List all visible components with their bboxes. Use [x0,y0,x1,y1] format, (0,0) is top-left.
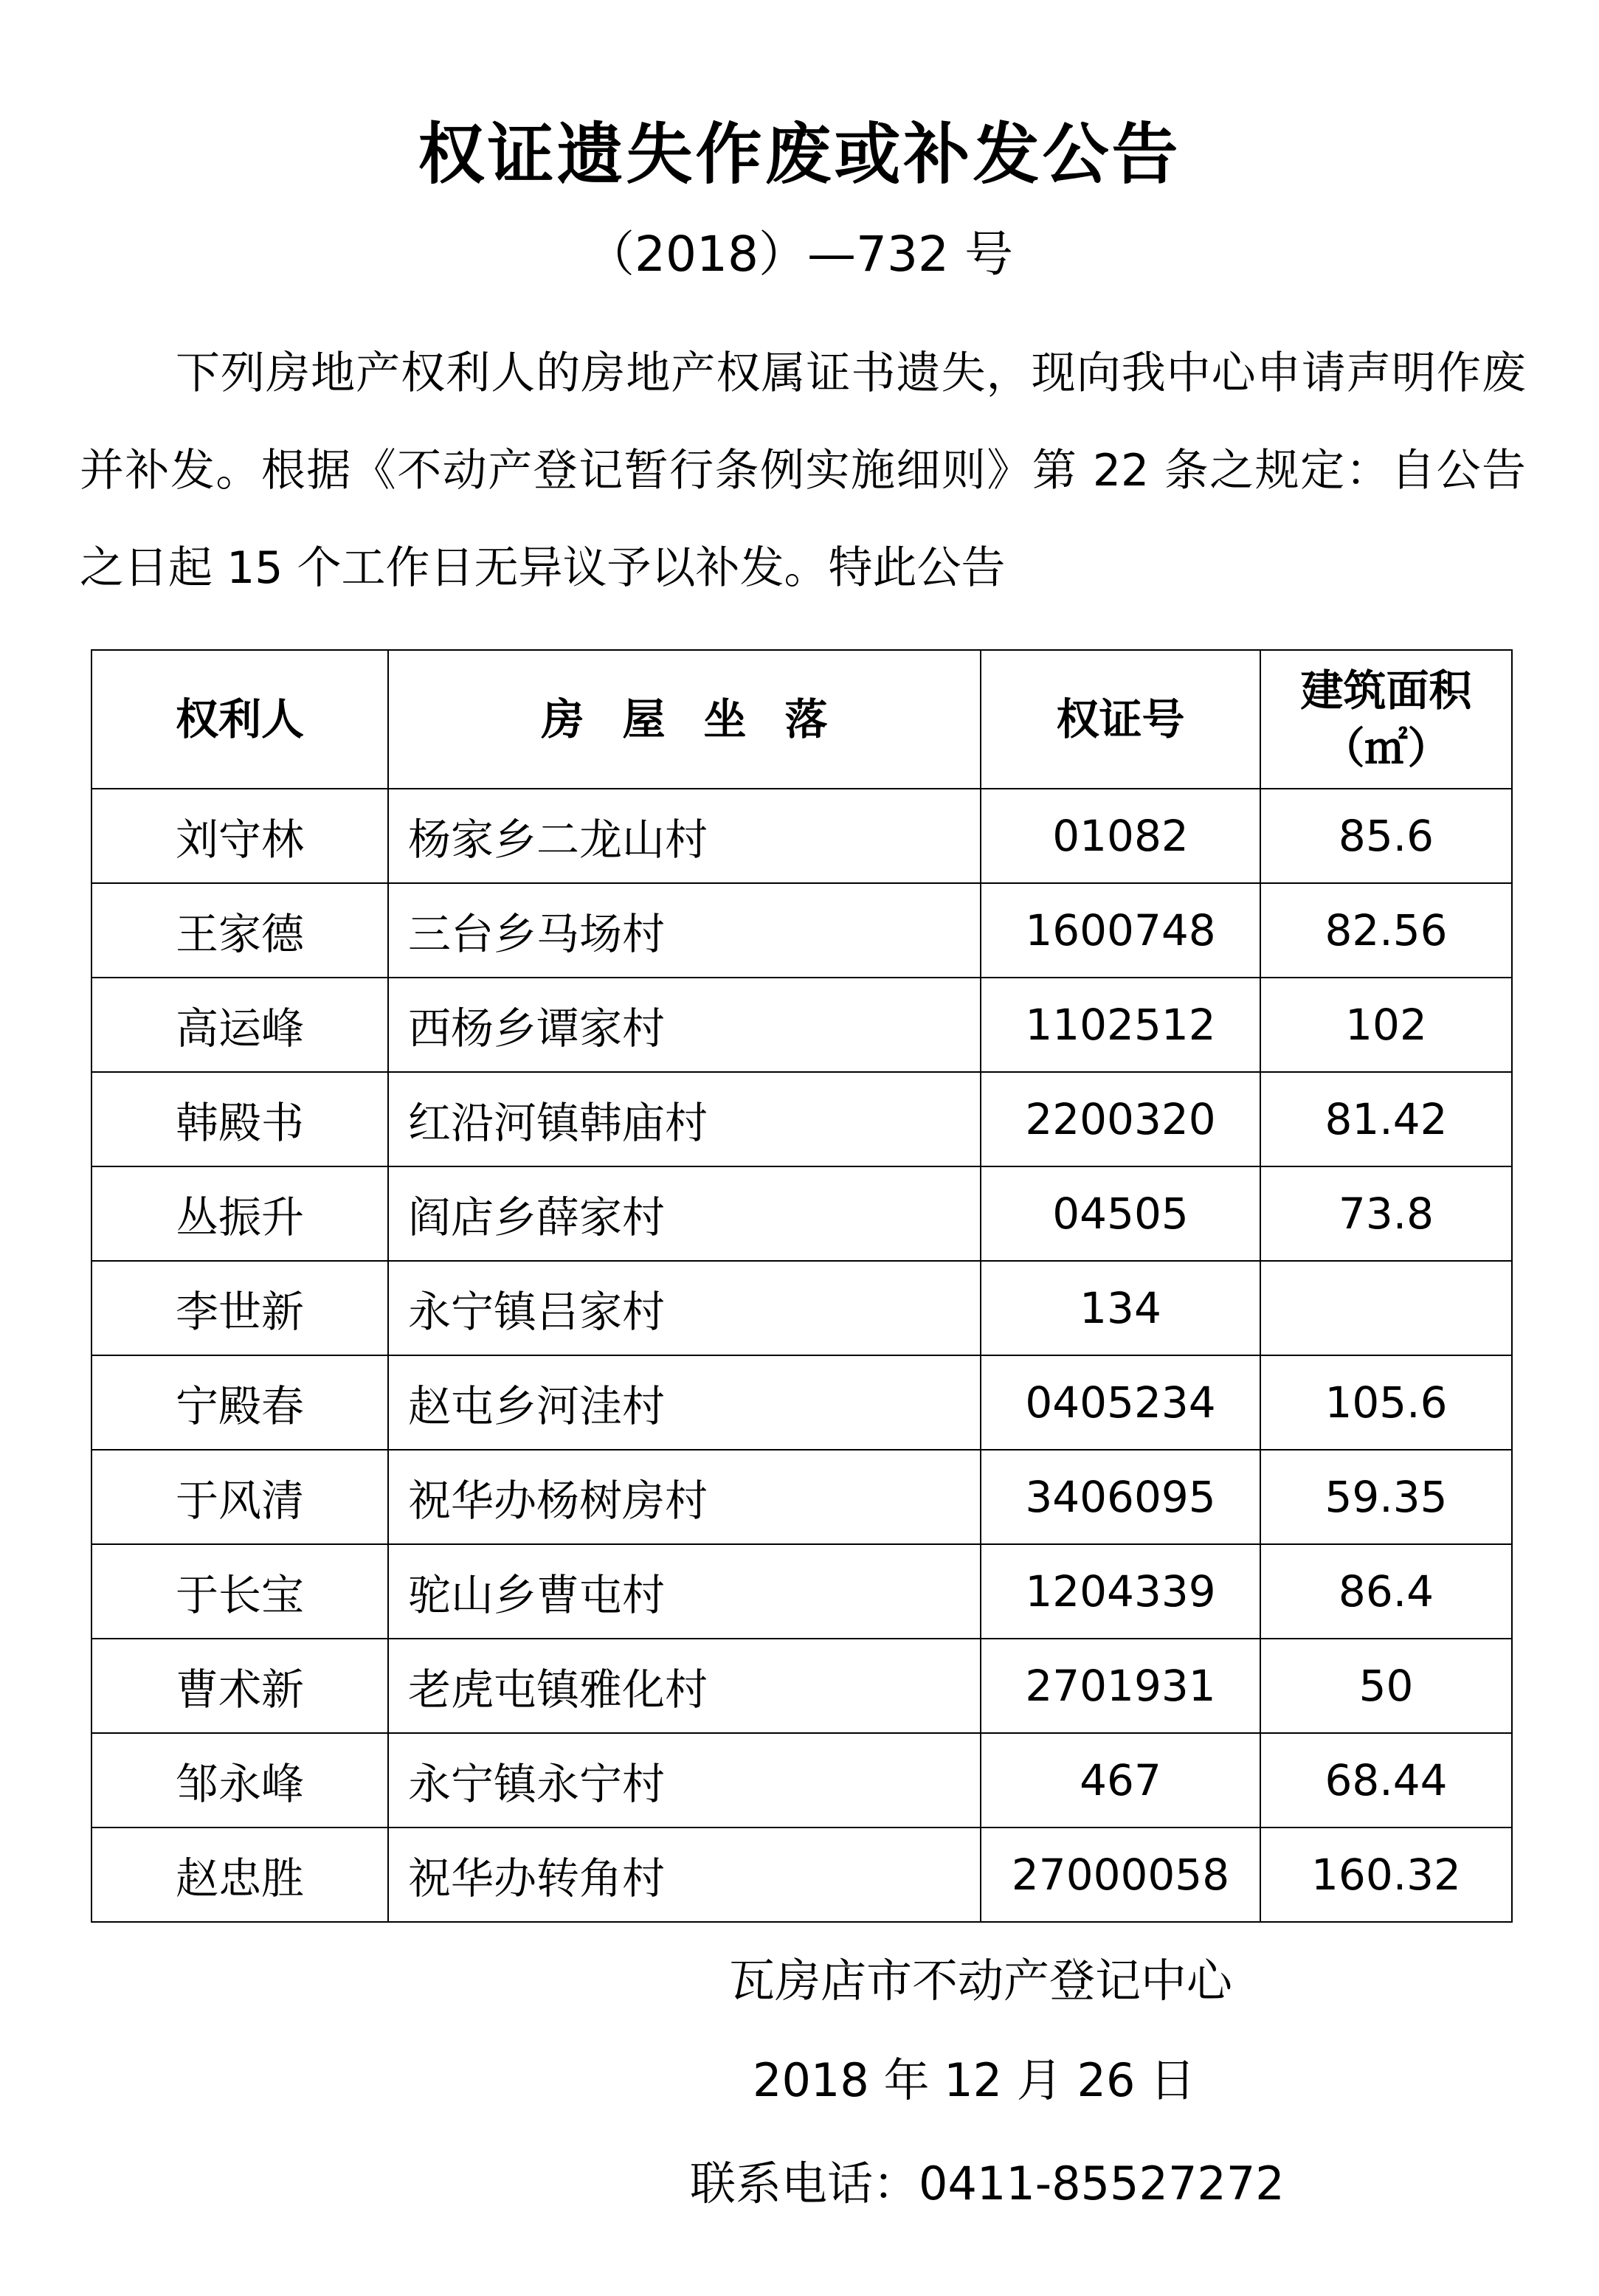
table-row [91,1544,1512,1639]
cert-no-cell: 01082 [981,789,1260,883]
notice-intro: 下列房地产权利人的房地产权属证书遗失，现向我中心申请声明作废并补发。根据《不动产登记暂行条例实施细则》第 22 条之规定：自公告之日起 15 个工作日无异议予以补发。特此公告 [80,347,1526,594]
owner-cell: 宁殿春 [91,1355,388,1450]
area-cell: 86.4 [1260,1544,1512,1639]
table-row [91,1072,1512,1166]
owner-cell: 于风清 [91,1450,388,1544]
cert-no-cell: 0405234 [981,1355,1260,1450]
owner-cell: 刘守林 [91,789,388,883]
table-row [91,789,1512,883]
cert-no-cell: 1204339 [981,1544,1260,1639]
cert-no-cell: 04505 [981,1166,1260,1261]
cert-no-cell: 27000058 [981,1828,1260,1922]
location-cell: 祝华办杨树房村 [388,1450,981,1544]
owner-cell: 曹术新 [91,1639,388,1733]
table-row [91,978,1512,1072]
table-row [91,883,1512,978]
header-cert-no: 权证号 [981,650,1260,789]
notice-title: 权证遗失作废或补发公告 [418,116,1181,193]
cert-no-cell: 134 [981,1261,1260,1355]
table-row [91,1639,1512,1733]
table-header-row [91,650,1512,789]
cert-no-cell: 2200320 [981,1072,1260,1166]
area-cell: 82.56 [1260,883,1512,978]
location-cell: 红沿河镇韩庙村 [388,1072,981,1166]
area-cell: 102 [1260,978,1512,1072]
location-cell: 永宁镇吕家村 [388,1261,981,1355]
location-cell: 阎店乡薛家村 [388,1166,981,1261]
notice-number: （2018）—732 号 [586,226,1013,283]
area-cell: 160.32 [1260,1828,1512,1922]
owner-cell: 于长宝 [91,1544,388,1639]
header-location-label: 房屋坐落 [541,694,866,744]
location-cell: 赵屯乡河洼村 [388,1355,981,1450]
table-row [91,1261,1512,1355]
area-cell: 81.42 [1260,1072,1512,1166]
cert-no-cell: 2701931 [981,1639,1260,1733]
area-cell: 50 [1260,1639,1512,1733]
owner-cell: 丛振升 [91,1166,388,1261]
location-cell: 永宁镇永宁村 [388,1733,981,1828]
header-area-label: 建筑面积 [1300,665,1472,716]
cert-no-cell: 3406095 [981,1450,1260,1544]
owner-cell: 高运峰 [91,978,388,1072]
location-cell: 西杨乡谭家村 [388,978,981,1072]
area-cell: 73.8 [1260,1166,1512,1261]
owner-cell: 赵忠胜 [91,1828,388,1922]
area-cell: 85.6 [1260,789,1512,883]
area-cell: 105.6 [1260,1355,1512,1450]
location-cell: 老虎屯镇雅化村 [388,1639,981,1733]
header-location [388,650,981,789]
table-row [91,1828,1512,1922]
header-owner: 权利人 [91,650,388,789]
area-cell: 68.44 [1260,1733,1512,1828]
header-area-unit: （㎡） [1322,723,1451,773]
table-row [91,1355,1512,1450]
notice-date: 2018 年 12 月 26 日 [753,2053,1196,2107]
table-row [91,1166,1512,1261]
location-cell: 三台乡马场村 [388,883,981,978]
header-area [1260,650,1512,789]
owner-cell: 李世新 [91,1261,388,1355]
owner-cell: 韩殿书 [91,1072,388,1166]
owner-cell: 邹永峰 [91,1733,388,1828]
table-row [91,1450,1512,1544]
table-row [91,1733,1512,1828]
area-cell [1260,1261,1512,1355]
location-cell: 杨家乡二龙山村 [388,789,981,883]
cert-no-cell: 1102512 [981,978,1260,1072]
location-cell: 驼山乡曹屯村 [388,1544,981,1639]
issuing-organization: 瓦房店市不动产登记中心 [729,1954,1233,2008]
contact-phone: 联系电话：0411-85527272 [690,2157,1285,2210]
lost-certificate-table [91,649,1513,1923]
owner-cell: 王家德 [91,883,388,978]
cert-no-cell: 467 [981,1733,1260,1828]
area-cell: 59.35 [1260,1450,1512,1544]
cert-no-cell: 1600748 [981,883,1260,978]
location-cell: 祝华办转角村 [388,1828,981,1922]
